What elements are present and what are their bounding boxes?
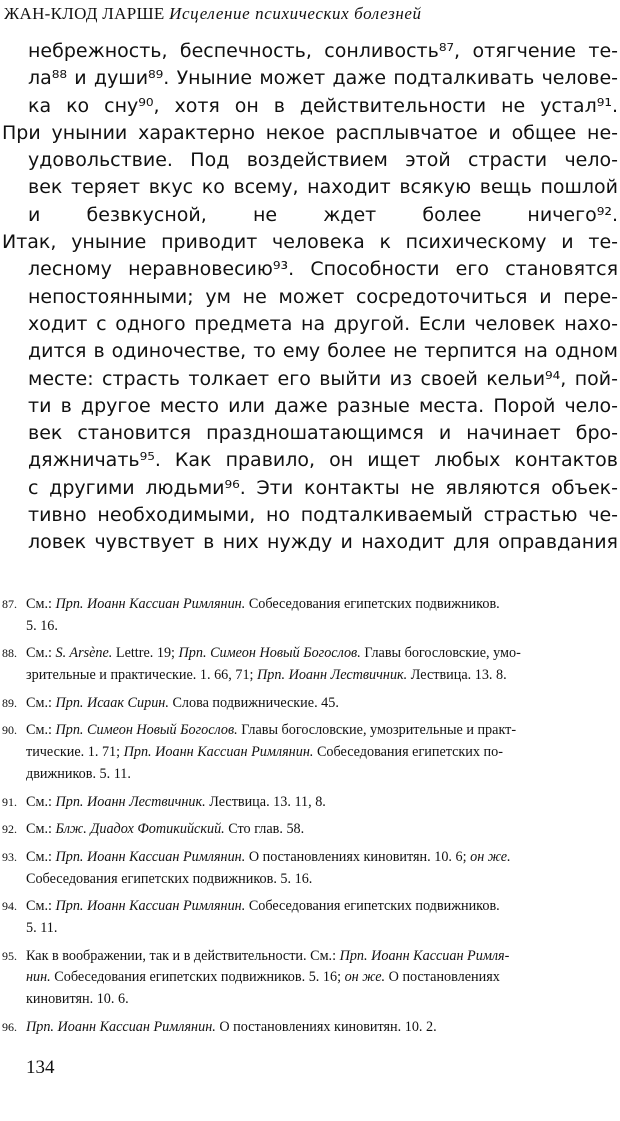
page-number: 134: [26, 1057, 55, 1078]
footnote-number: 94.: [2, 899, 17, 914]
text-line: тивно необходимыми, но подталкиваемый страстью че-: [28, 504, 618, 527]
text-line: с другими людьми⁹⁶. Эти контакты не являются объек-: [28, 476, 618, 499]
text-line: ходит с одного предмета на другой. Если человек нахо-: [28, 312, 618, 335]
text-line: ла⁸⁸ и души⁸⁹. Уныние может даже подталкивать челове-: [28, 67, 618, 90]
footnote-number: 89.: [2, 695, 17, 710]
footnote: [2, 1017, 618, 1039]
text-line: лесному неравновесию⁹³. Способности его становятся: [28, 258, 618, 281]
main-text: [2, 38, 618, 557]
footnote-number: 88.: [2, 646, 17, 661]
footnote: [2, 720, 618, 785]
footnote-italic-text: Прп. Иоанн Кассиан Римлянин.: [55, 596, 246, 612]
footnote-number: 95.: [2, 948, 17, 963]
footnote-text: Как в воображении, так и в действительности. См.:: [26, 947, 340, 964]
footnote-text: движников. 5. 11.: [26, 765, 131, 782]
text-line: удовольствие. Под воздействием этой страсти чело-: [28, 149, 618, 172]
footnote-text: См.:: [26, 848, 56, 865]
footnote-line: [2, 896, 618, 918]
footnote-text: О постановлениях киновитян. 10. 2.: [215, 1018, 437, 1035]
text-line: ловек чувствует в них нужду и находит для оправдания: [28, 531, 618, 554]
footnote-line: [2, 742, 618, 764]
footnote-text: 5. 16.: [26, 617, 58, 634]
text-line: дяжничать⁹⁵. Как правило, он ищет любых контактов: [28, 449, 618, 472]
text-line: дится в одиночестве, то ему более не терпится на одном: [28, 340, 618, 363]
footnote-line: [2, 819, 618, 841]
footnote-line: [2, 594, 618, 616]
footnote: [2, 847, 618, 890]
footnote-italic-text: Прп. Исаак Сирин.: [55, 694, 169, 711]
footnote-line: [2, 918, 618, 940]
footnote-italic-text: он же.: [344, 969, 386, 986]
footnote: [2, 594, 618, 637]
footnote-italic-text: Прп. Симеон Новый Богослов.: [178, 645, 361, 662]
footnote-number: 96.: [2, 1019, 17, 1034]
footnote-italic-text: Прп. Иоанн Кассиан Римля-: [339, 947, 510, 964]
footnote-text: 5. 11.: [26, 919, 58, 936]
footnote-line: [2, 847, 618, 869]
text-line: непостоянными; ум не может сосредоточиться и пере-: [28, 285, 618, 308]
footnote-text: Собеседования египетских подвижников. 5. 16.: [26, 870, 313, 887]
footnote-text: Лествица. 13. 11, 8.: [205, 793, 326, 810]
footnote-text: См.:: [26, 793, 56, 810]
footnote-text: Собеседования египетских подвижников.: [245, 898, 500, 915]
footnote: [2, 946, 618, 1011]
footnote-text: См.:: [26, 694, 56, 711]
footnote-text: Лествица. 13. 8.: [407, 667, 507, 684]
footnote-line: [2, 1017, 618, 1039]
text-line: век теряет вкус ко всему, находит всякую вещь пошлой: [28, 176, 618, 199]
footnote-text: киновитян. 10. 6.: [26, 991, 129, 1007]
footnote-text: Lettre. 19;: [112, 645, 179, 662]
footnote-text: См.:: [26, 596, 56, 612]
footnote-italic-text: S. Arsène.: [55, 645, 113, 662]
footnote: [2, 819, 618, 841]
footnote-number: 87.: [2, 597, 17, 611]
text-line: При унынии характерно некое расплывчатое и общее не-: [2, 121, 618, 144]
footnote-text: О постановлениях: [385, 969, 500, 986]
footnote-text: Собеседования египетских подвижников. 5. 16;: [50, 969, 345, 986]
footnote-number: 91.: [2, 794, 17, 809]
footnote-italic-text: Прп. Иоанн Кассиан Римлянин.: [55, 898, 246, 915]
footnote-italic-text: Прп. Иоанн Лествичник.: [55, 793, 206, 810]
footnote-line: [2, 693, 618, 715]
footnote-italic-text: он же.: [470, 848, 511, 865]
footnote-italic-text: Прп. Иоанн Лествичник.: [257, 667, 408, 684]
footnote-line: [2, 616, 618, 638]
footnote-line: [2, 967, 618, 989]
text-line: ка ко сну⁹⁰, хотя он в действительности не устал⁹¹.: [28, 94, 618, 117]
footnote-italic-text: Прп. Симеон Новый Богослов.: [55, 722, 238, 739]
footnote: [2, 643, 618, 686]
footnote-text: Главы богословские, умозрительные и практ-: [237, 722, 517, 739]
footnote-text: См.:: [26, 898, 56, 915]
footnote-italic-text: Прп. Иоанн Кассиан Римлянин.: [123, 744, 314, 761]
text-line: месте: страсть толкает его выйти из своей кельи⁹⁴, пой-: [28, 367, 618, 390]
footnote: [2, 693, 618, 715]
footnote-text: См.:: [26, 821, 56, 838]
footnote-text: См.:: [26, 645, 56, 662]
text-line: век становится праздношатающимся и начинает бро-: [28, 422, 618, 445]
text-line: и безвкусной, не ждет более ничего⁹².: [28, 203, 618, 226]
footnote-number: 93.: [2, 849, 17, 864]
footnote-line: [2, 720, 618, 742]
footnote-italic-text: Прп. Иоанн Кассиан Римлянин.: [55, 848, 246, 865]
footnote-text: Слова подвижнические. 45.: [168, 694, 339, 711]
text-line: небрежность, беспечность, сонливость⁸⁷, отягчение те-: [28, 40, 618, 62]
header-author: ЖАН-КЛОД ЛАРШЕ: [4, 4, 165, 23]
footnote-line: [2, 665, 618, 687]
footnote-italic-text: Прп. Иоанн Кассиан Римлянин.: [26, 1018, 216, 1035]
footnotes: [2, 594, 618, 1038]
footnote-line: [2, 989, 618, 1011]
text-line: ти в другое место или даже разные места. Порой чело-: [28, 394, 618, 417]
footnote-line: [2, 792, 618, 814]
footnote-text: зрительные и практические. 1. 66, 71;: [26, 667, 258, 684]
footnote: [2, 896, 618, 939]
header-title: Исцеление психических болезней: [169, 4, 422, 23]
footnote-text: О постановлениях киновитян. 10. 6;: [245, 848, 471, 865]
footnote-text: Собеседования египетских по-: [313, 744, 503, 761]
footnote-number: 92.: [2, 822, 17, 837]
footnote-line: [2, 643, 618, 665]
footnote-text: Сто глав. 58.: [224, 821, 305, 838]
footnote-text: Собеседования египетских подвижников.: [245, 596, 500, 612]
footnote-text: См.:: [26, 722, 56, 739]
footnote-line: [2, 869, 618, 891]
footnote-number: 90.: [2, 723, 17, 738]
running-header: [4, 3, 616, 25]
footnote: [2, 792, 618, 814]
text-line: Итак, уныние приводит человека к психическому и те-: [2, 231, 618, 254]
footnote-italic-text: Блж. Диадох Фотикийский.: [55, 821, 225, 838]
footnote-line: [2, 764, 618, 786]
footnote-line: [2, 946, 618, 968]
footnote-text: тические. 1. 71;: [26, 744, 124, 761]
footnote-italic-text: нин.: [26, 969, 51, 986]
footnote-text: Главы богословские, умо-: [360, 645, 521, 662]
